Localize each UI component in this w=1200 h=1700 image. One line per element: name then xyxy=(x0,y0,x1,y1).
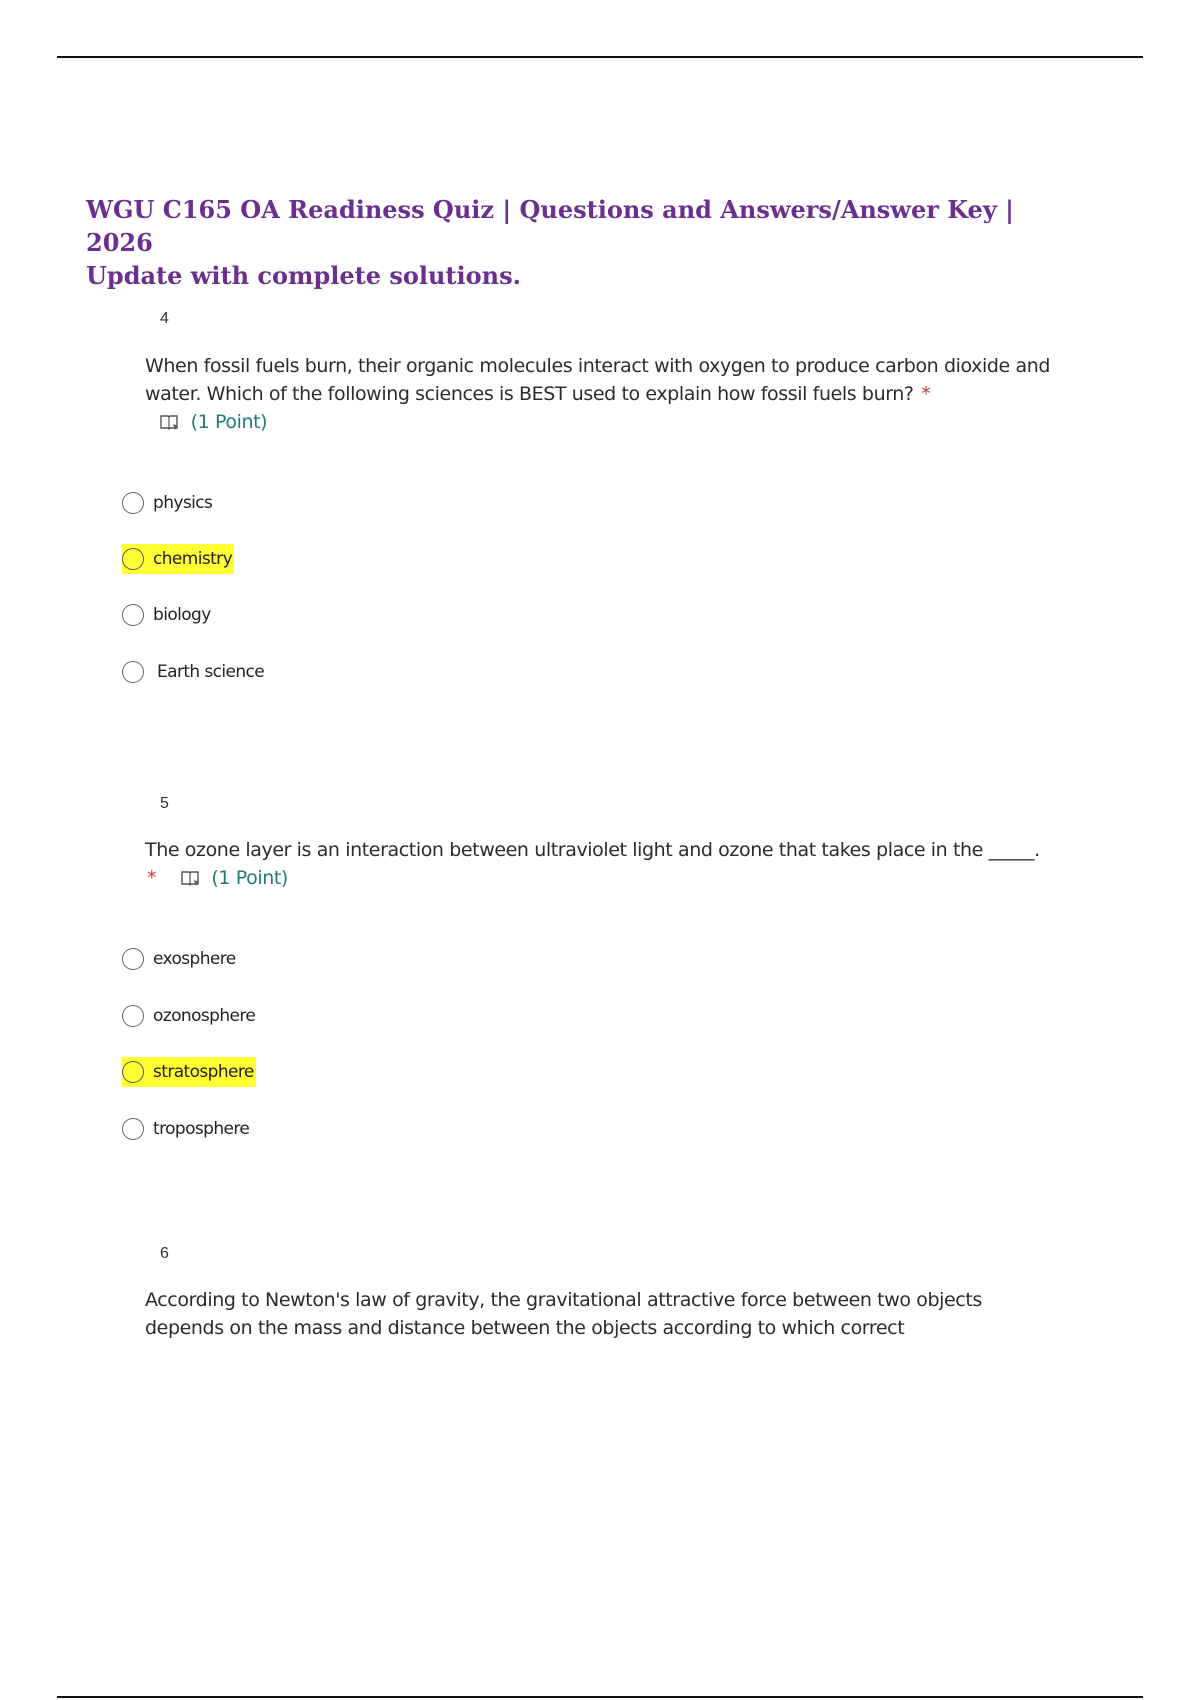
immersive-reader-icon[interactable] xyxy=(180,869,200,887)
question-text-block xyxy=(145,352,1060,436)
required-mark: * xyxy=(147,867,157,889)
question-text-block xyxy=(145,836,1050,892)
option-label: troposphere xyxy=(153,1119,250,1139)
immersive-reader-icon[interactable] xyxy=(159,413,179,431)
required-mark: * xyxy=(921,383,931,405)
option-exosphere[interactable] xyxy=(122,944,236,974)
option-earth-science[interactable] xyxy=(122,657,264,687)
option-label: chemistry xyxy=(153,549,233,569)
question-number: 6 xyxy=(160,1245,169,1262)
option-troposphere[interactable] xyxy=(122,1114,249,1144)
question-text: According to Newton's law of gravity, the gravitational attractive force between two objects depends on the mass and distance between the objects according to which correct xyxy=(145,1289,982,1339)
option-physics[interactable] xyxy=(122,488,212,518)
top-rule xyxy=(57,56,1143,58)
option-label: biology xyxy=(153,605,211,625)
question-number: 4 xyxy=(160,310,169,327)
option-ozonosphere[interactable] xyxy=(122,1001,255,1031)
question-text-block xyxy=(145,1286,1025,1342)
radio-button[interactable] xyxy=(122,548,144,570)
option-chemistry[interactable] xyxy=(122,544,234,574)
question-text: The ozone layer is an interaction between ultraviolet light and ozone that takes place in the _____. xyxy=(145,839,1040,861)
option-label: stratosphere xyxy=(153,1062,254,1082)
option-label: ozonosphere xyxy=(153,1006,256,1026)
option-label: Earth science xyxy=(157,662,265,682)
document-title-line-2: Update with complete solutions. xyxy=(86,261,521,290)
option-biology[interactable] xyxy=(122,600,211,630)
radio-button[interactable] xyxy=(122,1118,144,1140)
radio-button[interactable] xyxy=(122,661,144,683)
radio-button[interactable] xyxy=(122,948,144,970)
radio-button[interactable] xyxy=(122,492,144,514)
bottom-rule xyxy=(57,1696,1143,1698)
radio-button[interactable] xyxy=(122,1005,144,1027)
points-label: (1 Point) xyxy=(211,867,288,889)
document-title xyxy=(86,193,1086,292)
radio-button[interactable] xyxy=(122,604,144,626)
question-text: When fossil fuels burn, their organic molecules interact with oxygen to produce carbon dioxide and water. Which of the following sciences is BEST used to explain how fossil fuels burn? xyxy=(145,355,1051,405)
points-label: (1 Point) xyxy=(190,411,268,433)
option-label: physics xyxy=(153,493,213,513)
option-label: exosphere xyxy=(153,949,236,969)
radio-button[interactable] xyxy=(122,1061,144,1083)
question-number: 5 xyxy=(160,795,169,812)
document-title-line-1: WGU C165 OA Readiness Quiz | Questions and Answers/Answer Key | 2026 xyxy=(86,195,1014,257)
option-stratosphere[interactable] xyxy=(122,1057,256,1087)
